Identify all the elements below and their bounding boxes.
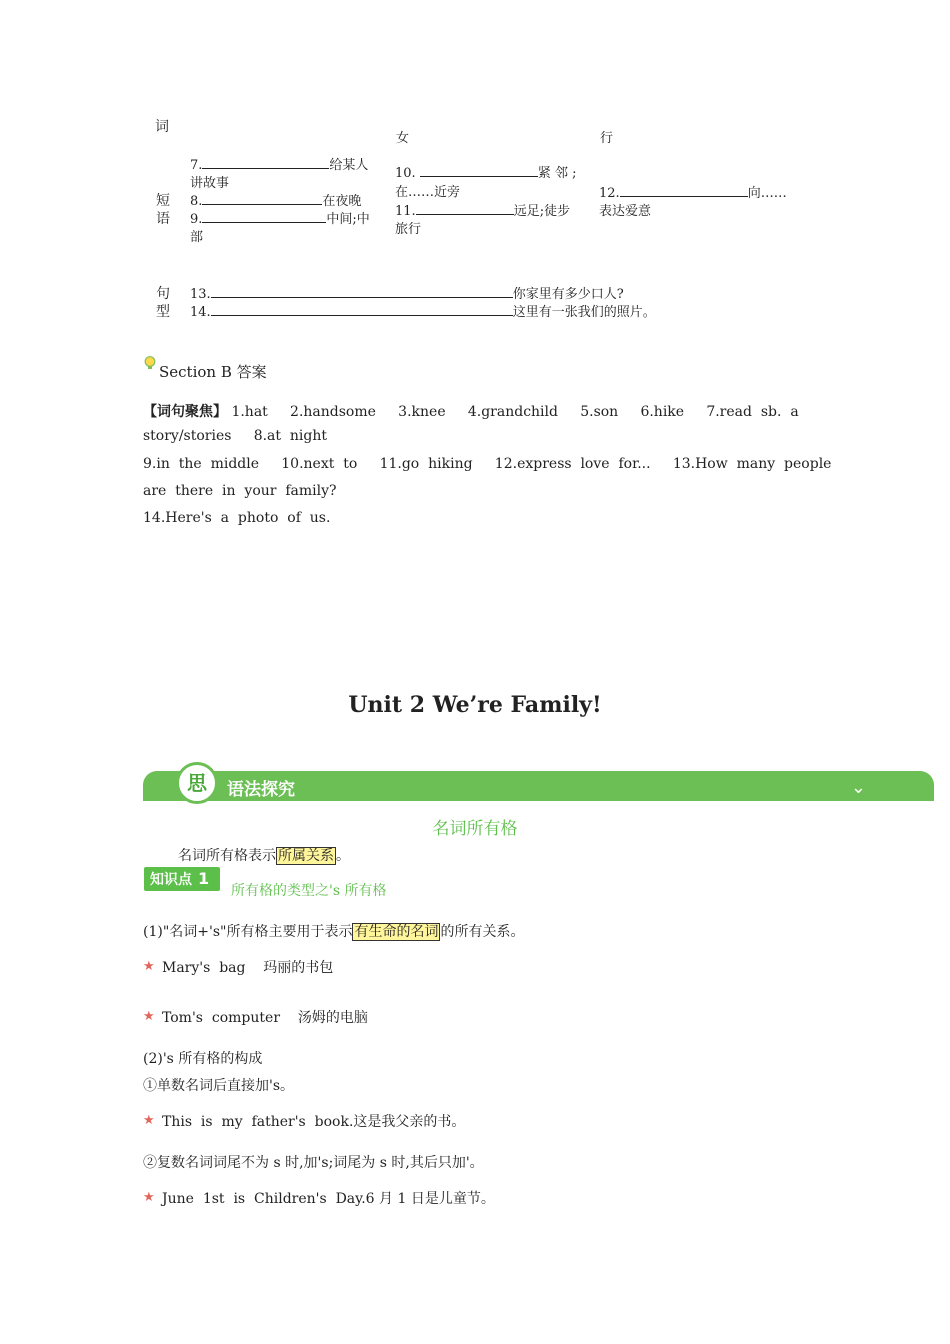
answers-line-2: story/stories 8.at night xyxy=(143,428,328,444)
item-9-meaning-a: 中间;中 xyxy=(326,212,370,227)
rule-2: (2)'s 所有格的构成 xyxy=(143,1051,263,1067)
item-7 xyxy=(190,154,368,173)
item-9-meaning-b: 部 xyxy=(190,230,204,245)
item-12 xyxy=(599,182,787,201)
unit-title: Unit 2 We’re Family! xyxy=(348,692,602,718)
intro-after: 。 xyxy=(336,848,350,864)
row-label-phrase-2: 语 xyxy=(156,211,170,227)
item-13-meaning: 你家里有多少口人? xyxy=(512,287,624,302)
answers-line-1 xyxy=(143,401,799,421)
item-7-meaning-a: 给某人 xyxy=(329,158,369,173)
rule-1-highlight: 有生命的名词 xyxy=(354,924,439,940)
rule-2a: ①单数名词后直接加's。 xyxy=(143,1078,295,1094)
rule-2b: ②复数名词词尾不为 s 时,加's;词尾为 s 时,其后只加'。 xyxy=(143,1155,484,1171)
answers-line-3: 9.in the middle 10.next to 11.go hiking 12.express love for... 13.How many people xyxy=(143,456,832,472)
answers-line-4: are there in your family? xyxy=(143,483,337,499)
item-12-blank[interactable] xyxy=(620,184,748,197)
item-9-num: 9. xyxy=(190,212,203,227)
answers-line-5: 14.Here's a photo of us. xyxy=(143,510,331,526)
item-12-meaning-b: 表达爱意 xyxy=(599,204,652,219)
example-2: Tom's computer 汤姆的电脑 xyxy=(162,1010,368,1026)
item-11-blank[interactable] xyxy=(416,202,514,215)
knowledge-point-title: 所有格的类型之's 所有格 xyxy=(231,883,387,899)
row-label-sentence-2: 型 xyxy=(156,304,170,320)
rule-1 xyxy=(143,921,524,941)
kp-badge-num: 1 xyxy=(198,869,210,888)
intro-before: 名词所有格表示 xyxy=(178,848,276,864)
item-7-meaning-b: 讲故事 xyxy=(190,176,230,191)
col2-top-text: 女 xyxy=(396,131,410,146)
intro-line xyxy=(178,845,350,865)
intro-highlight: 所属关系 xyxy=(278,848,334,864)
item-9 xyxy=(190,208,370,227)
star-icon: ★ xyxy=(143,959,155,974)
item-13-blank[interactable] xyxy=(211,285,513,298)
answers-heading: Section B 答案 xyxy=(159,363,267,381)
row-label-words: 词 xyxy=(155,119,169,135)
item-13 xyxy=(190,283,624,302)
answers-line-1-text: 1.hat 2.handsome 3.knee 4.grandchild 5.son 6.hike 7.read sb. a xyxy=(231,404,799,420)
item-14-num: 14. xyxy=(190,305,211,320)
item-11-meaning-a: 远足;徒步 xyxy=(513,204,571,219)
item-12-meaning-a: 向…… xyxy=(747,186,787,201)
chevron-down-icon[interactable]: ⌄ xyxy=(850,777,866,798)
item-14 xyxy=(190,301,656,320)
item-12-num: 12. xyxy=(599,186,620,201)
item-9-blank[interactable] xyxy=(202,210,326,223)
item-8 xyxy=(190,190,361,209)
banner-label: 语法探究 xyxy=(227,780,295,800)
item-14-meaning: 这里有一张我们的照片。 xyxy=(512,305,656,320)
item-10-meaning-a: 紧 邻 ; xyxy=(537,166,577,181)
col3-top-text: 行 xyxy=(600,131,614,146)
item-10 xyxy=(395,162,576,181)
example-1: Mary's bag 玛丽的书包 xyxy=(162,960,334,976)
row-label-sentence-1: 句 xyxy=(156,286,170,302)
example-4: June 1st is Children's Day.6 月 1 日是儿童节。 xyxy=(162,1191,495,1207)
star-icon: ★ xyxy=(143,1113,155,1128)
item-11-num: 11. xyxy=(395,204,416,219)
knowledge-point-badge xyxy=(144,867,220,891)
star-icon: ★ xyxy=(143,1190,155,1205)
item-14-blank[interactable] xyxy=(211,303,513,316)
item-7-blank[interactable] xyxy=(202,156,329,169)
topic-title: 名词所有格 xyxy=(432,819,518,839)
item-13-num: 13. xyxy=(190,287,211,302)
item-8-num: 8. xyxy=(190,194,203,209)
star-icon: ★ xyxy=(143,1009,155,1024)
grammar-banner[interactable] xyxy=(143,771,934,801)
item-8-blank[interactable] xyxy=(202,192,322,205)
item-10-num: 10. xyxy=(395,166,416,181)
item-10-blank[interactable] xyxy=(420,164,538,177)
item-8-meaning: 在夜晚 xyxy=(322,194,362,209)
lightbulb-icon xyxy=(144,356,156,370)
row-label-phrase-1: 短 xyxy=(156,193,170,209)
item-7-num: 7. xyxy=(190,158,203,173)
rule-1-before: (1)"名词+'s"所有格主要用于表示 xyxy=(143,924,353,940)
example-3: This is my father's book.这是我父亲的书。 xyxy=(162,1114,466,1130)
item-10-meaning-b: 在……近旁 xyxy=(395,185,461,200)
answers-label: 【词句聚焦】 xyxy=(143,404,227,420)
item-11 xyxy=(395,200,570,219)
think-badge-icon: 思 xyxy=(176,762,218,804)
item-11-meaning-b: 旅行 xyxy=(395,222,422,237)
kp-badge-text: 知识点 xyxy=(150,872,192,888)
rule-1-after: 的所有关系。 xyxy=(440,924,525,940)
